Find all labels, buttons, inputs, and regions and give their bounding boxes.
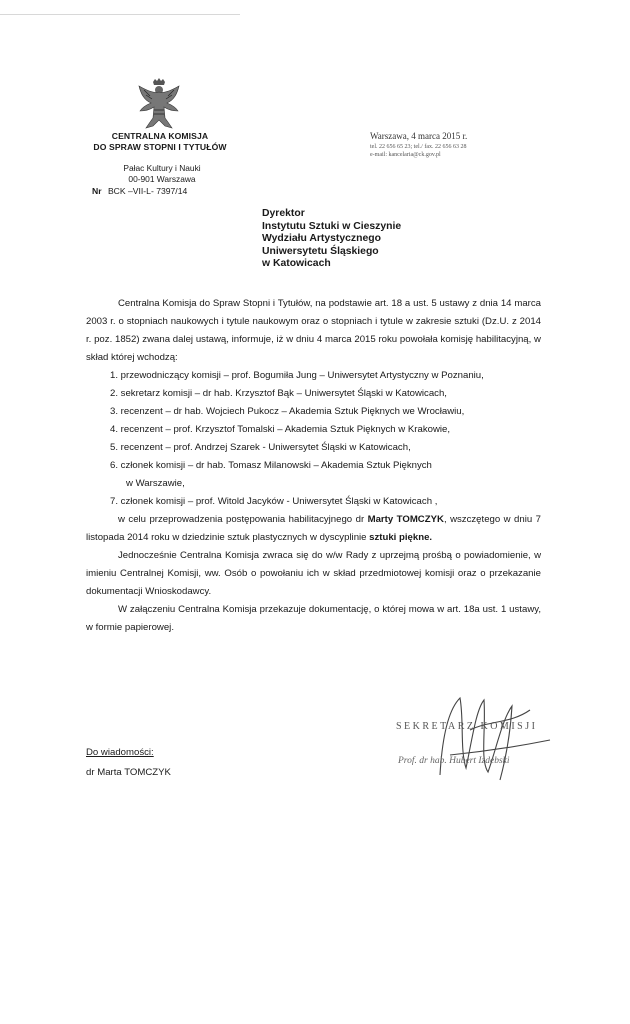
signature-stamp-name: Prof. dr hab. Hubert Izdebski: [398, 756, 510, 766]
signature-stamp-title: SEKRETARZ KOMISJI: [396, 721, 538, 732]
contact-email: e-mail: kancelaria@ck.gov.pl: [370, 152, 441, 158]
member-item: 2. sekretarz komisji – dr hab. Krzysztof Bąk – Uniwersytet Śląski w Katowicach,: [110, 388, 447, 399]
attachment-paragraph: W załączeniu Centralna Komisja przekazuje dokumentację, o której mowa w art. 18a ust. 1 ustawy, w formie papierowej.: [86, 604, 541, 633]
recipient-line5: w Katowicach: [262, 258, 331, 270]
polish-eagle-emblem-icon: [136, 78, 182, 130]
intro-paragraph: Centralna Komisja do Spraw Stopni i Tytułów, na podstawie art. 18 a ust. 5 ustawy z dnia 14 marca 2003 r. o stopniach naukowych i tytule naukowym oraz o stopniach i tytule w zakresie sztuki (Dz.U. z 2014 r. poz. 1852) zwana dalej ustawą, informuje, iż w dniu 4 marca 2015 roku powołała komisję habilitacyjną, w skład której wchodzą:: [86, 298, 541, 363]
handwritten-signature: [380, 680, 560, 790]
recipient-block: [262, 208, 401, 271]
member-item: [86, 457, 541, 493]
member-item: 4. recenzent – prof. Krzysztof Tomalski – Akademia Sztuk Pięknych w Krakowie,: [110, 424, 451, 435]
scan-edge-line: [0, 14, 240, 15]
member-item-continuation: w Warszawie,: [126, 478, 185, 489]
reference-prefix: Nr: [92, 186, 102, 196]
committee-members-list: [86, 367, 541, 511]
candidate-name: Marty TOMCZYK: [367, 514, 444, 525]
institution-name-line1: CENTRALNA KOMISJA: [111, 131, 209, 141]
recipient-line1: Dyrektor: [262, 208, 305, 219]
reference-value: BCK –VII-L- 7397/14: [107, 186, 188, 196]
recipient-line3: Wydziału Artystycznego: [262, 233, 381, 245]
recipient-line4: Uniwersytetu Śląskiego: [262, 245, 379, 257]
institution-name-line2: DO SPRAW STOPNI I TYTUŁÓW: [93, 142, 227, 152]
purpose-text-post: , wszczętego w dniu 7 listopada 2014 roku w dziedzinie sztuk plastycznych w dyscyplinie: [86, 514, 542, 543]
member-item-text: 6. członek komisji – dr hab. Tomasz Milanowski – Akademia Sztuk Pięknych: [110, 460, 432, 471]
discipline-name: sztuki piękne.: [369, 532, 433, 543]
institution-name: [70, 131, 250, 153]
letter-body: [86, 295, 541, 637]
reference-number: [92, 186, 187, 196]
request-paragraph: Jednocześnie Centralna Komisja zwraca się do w/w Rady z uprzejmą prośbą o powiadomienie, w imieniu Centralnej Komisji, ww. Osób o powołaniu ich w skład przedmiotowej komisji oraz o przekazanie dokumentacji Wnioskodawcy.: [86, 550, 541, 597]
address-line1: Pałac Kultury i Nauki: [123, 163, 201, 173]
recipient-line2: Instytutu Sztuki w Cieszynie: [262, 220, 402, 232]
place-date: Warszawa, 4 marca 2015 r.: [370, 131, 468, 141]
contact-phone: tel. 22 656 65 23; tel./ fax. 22 656 63 28: [370, 144, 467, 150]
purpose-paragraph: [86, 511, 541, 547]
address-line2: 00-901 Warszawa: [128, 173, 196, 184]
member-item: 5. recenzent – prof. Andrzej Szarek - Uniwersytet Śląski w Katowicach,: [110, 442, 411, 453]
cc-label: Do wiadomości:: [86, 747, 154, 758]
contact-info: [370, 143, 467, 159]
cc-name: dr Marta TOMCZYK: [86, 767, 171, 778]
member-item: 3. recenzent – dr hab. Wojciech Pukocz – Akademia Sztuk Pięknych we Wrocławiu,: [110, 406, 465, 417]
purpose-text-pre: w celu przeprowadzenia postępowania habilitacyjnego dr: [118, 514, 368, 525]
institution-address: [92, 163, 232, 184]
member-item: 7. członek komisji – prof. Witold Jacyków - Uniwersytet Śląski w Katowicach ,: [110, 496, 438, 507]
member-item: 1. przewodniczący komisji – prof. Bogumiła Jung – Uniwersytet Artystyczny w Poznaniu,: [110, 370, 484, 381]
